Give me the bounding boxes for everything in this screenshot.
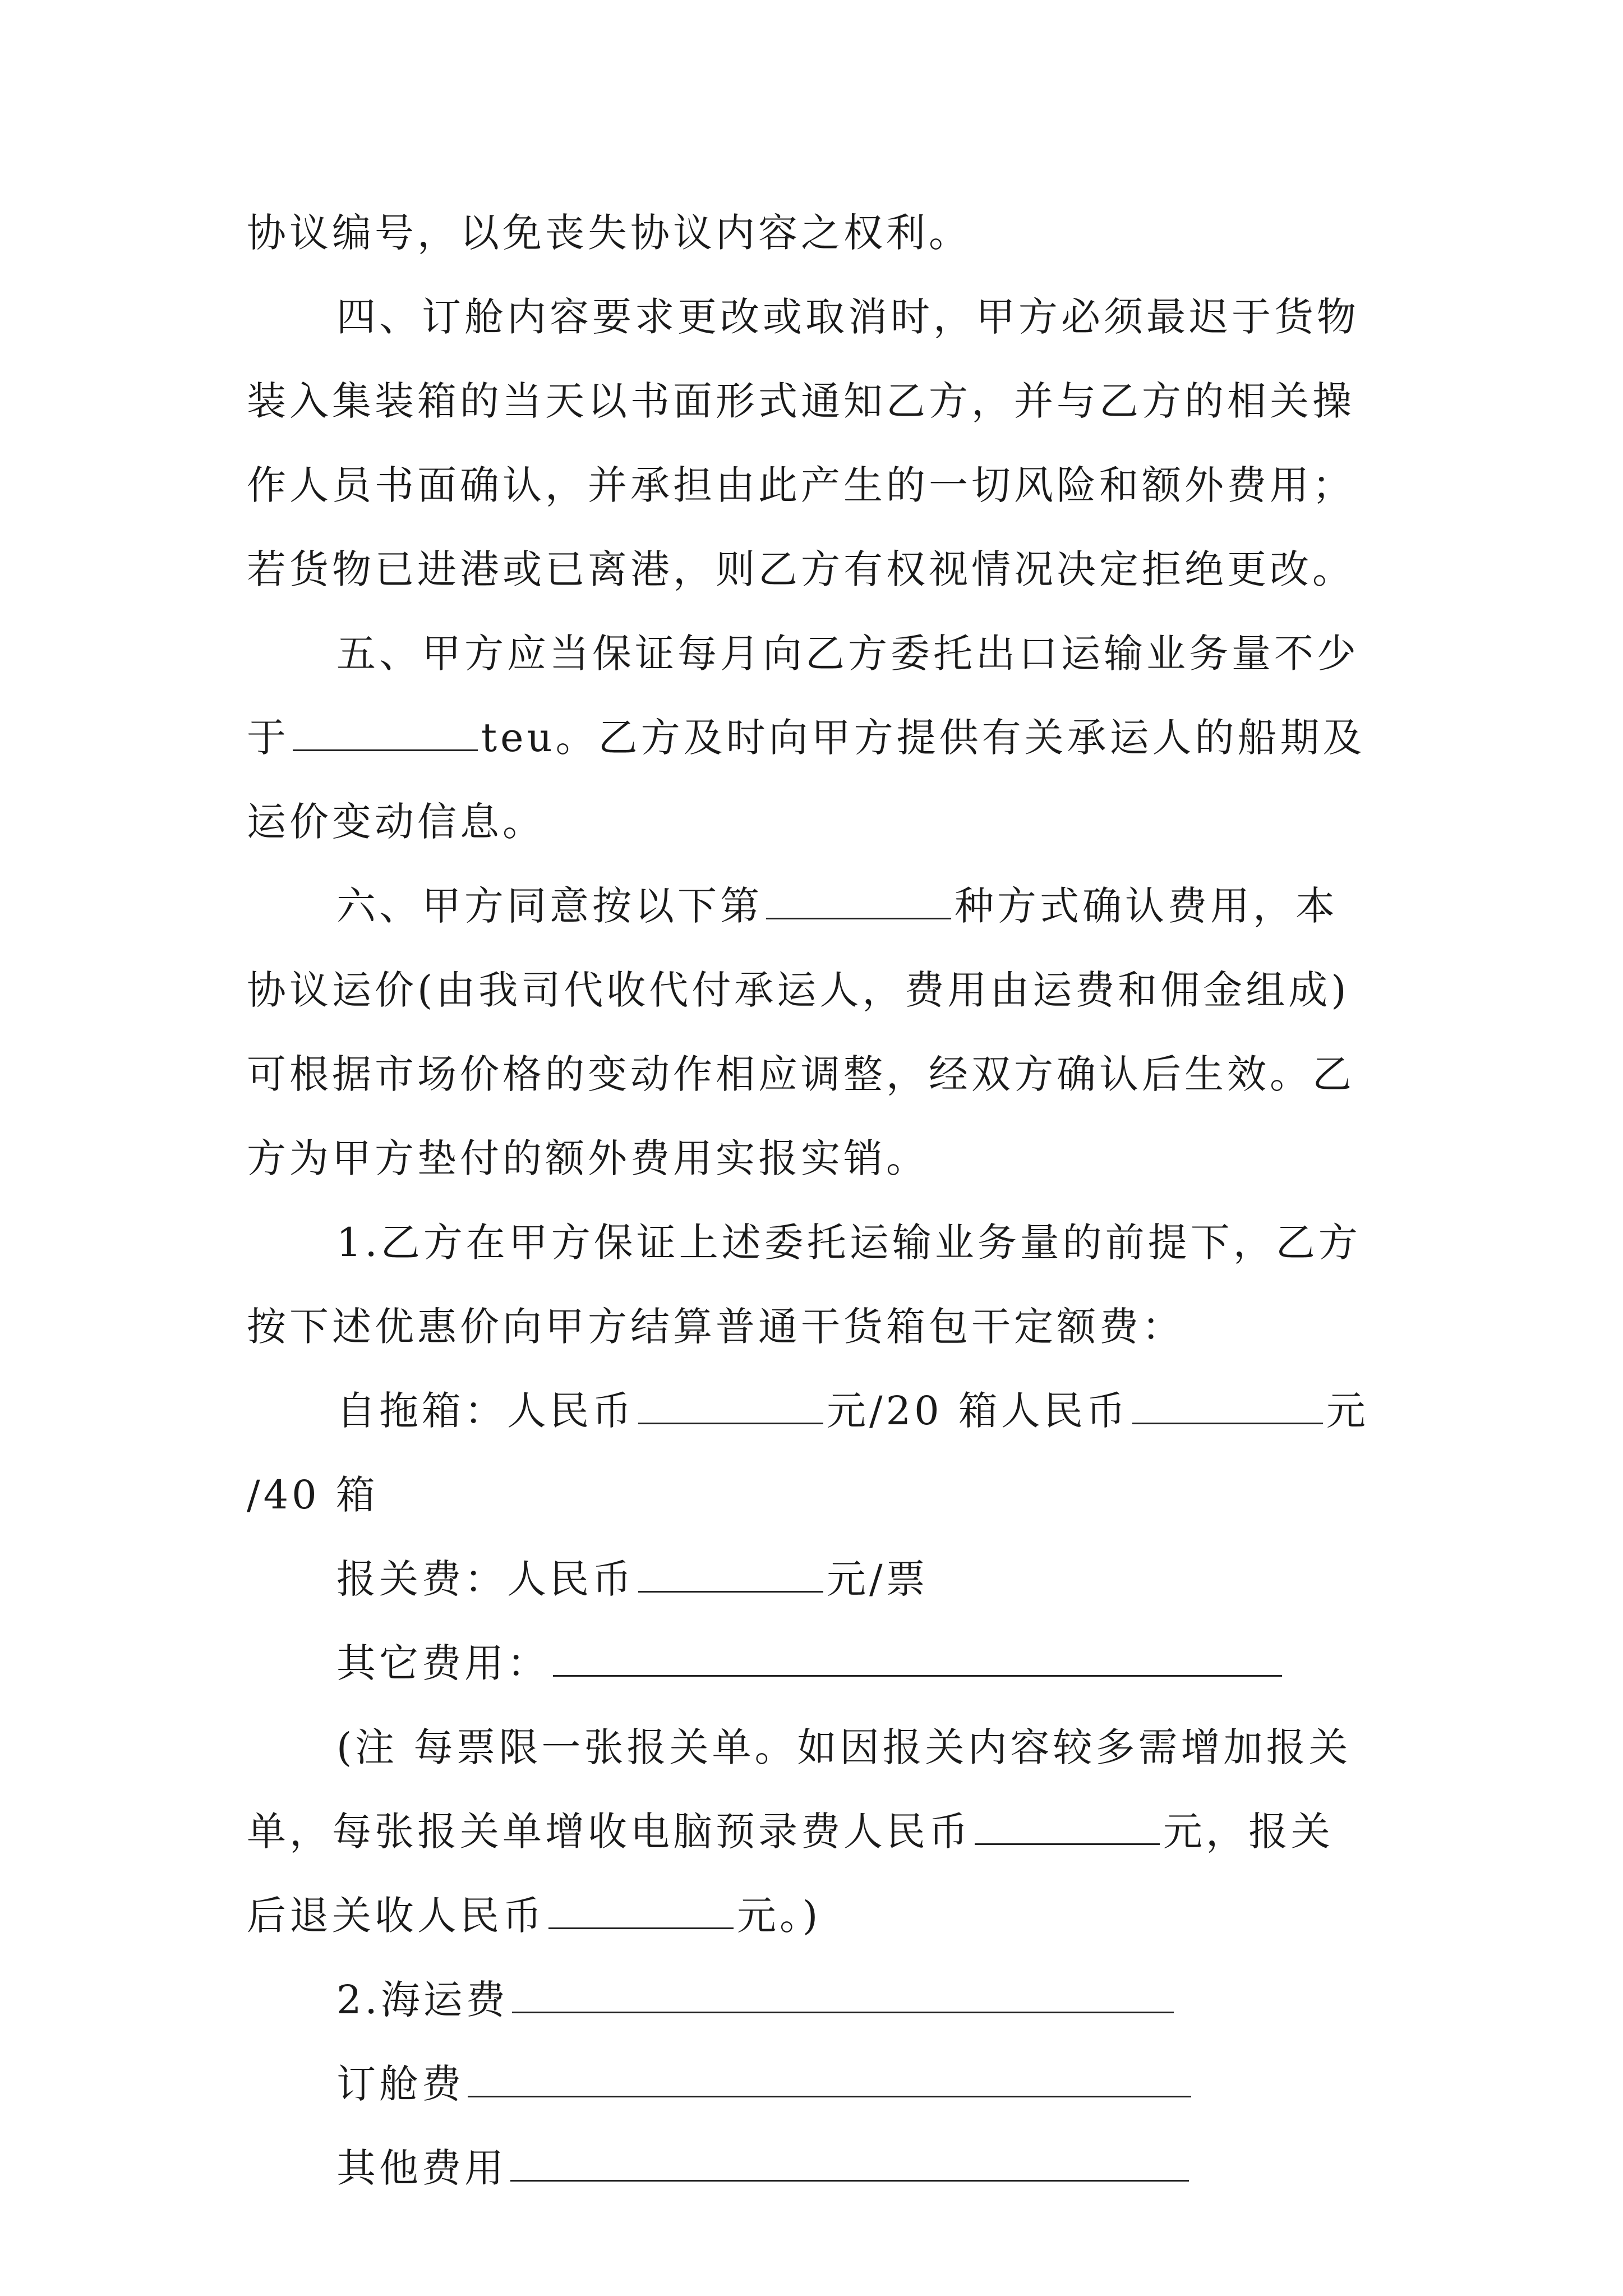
text-line (247, 1888, 821, 1944)
text-line: 协议编号，以免丧失协议内容之权利。 (247, 210, 971, 256)
text-line (336, 2056, 1195, 2112)
text-line (336, 1635, 1285, 1691)
text-segment: 单，每张报关单增收电脑预录费人民币 (247, 1809, 971, 1855)
fill-in-blank[interactable] (638, 1388, 823, 1424)
text-line: 方为甲方垫付的额外费用实报实销。 (247, 1135, 929, 1181)
text-line (336, 2140, 1192, 2196)
text-segment: 其他费用 (336, 2145, 507, 2191)
text-segment: 报关费：人民币 (336, 1556, 635, 1602)
fill-in-blank[interactable] (975, 1809, 1160, 1845)
text-segment: 元/票 (827, 1556, 929, 1602)
text-segment: 元/20 箱人民币 (827, 1388, 1129, 1434)
text-line: 可根据市场价格的变动作相应调整，经双方确认后生效。乙 (247, 1051, 1355, 1097)
text-segment: 其它费用： (336, 1640, 550, 1686)
text-segment: 元。) (737, 1893, 822, 1939)
text-segment: 2.海运费 (336, 1977, 509, 2023)
text-line (336, 1383, 1369, 1439)
text-segment: teu。乙方及时向甲方提供有关承运人的船期及 (481, 715, 1366, 761)
fill-in-blank[interactable] (553, 1640, 1282, 1677)
text-line: 五、甲方应当保证每月向乙方委托出口运输业务量不少 (336, 631, 1359, 677)
text-segment: 订舱费 (336, 2061, 464, 2107)
fill-in-blank[interactable] (510, 2145, 1189, 2182)
fill-in-blank[interactable] (293, 715, 478, 751)
fill-in-blank[interactable] (548, 1893, 734, 1929)
text-line (336, 878, 1338, 934)
text-line: /40 箱 (247, 1472, 379, 1518)
text-line: 按下述优惠价向甲方结算普通干货箱包干定额费： (247, 1304, 1184, 1350)
fill-in-blank[interactable] (512, 1977, 1174, 2013)
text-segment: 种方式确认费用，本 (955, 883, 1338, 929)
text-segment: 自拖箱：人民币 (336, 1388, 635, 1434)
text-segment: 后退关收人民币 (247, 1893, 545, 1939)
text-line: (注 每票限一张报关单。如因报关内容较多需增加报关 (336, 1724, 1352, 1770)
text-segment: 元，报关 (1163, 1809, 1334, 1855)
text-line: 装入集装箱的当天以书面形式通知乙方，并与乙方的相关操 (247, 378, 1355, 424)
fill-in-blank[interactable] (766, 883, 951, 919)
text-line (247, 1803, 1334, 1860)
text-segment: 六、甲方同意按以下第 (336, 883, 763, 929)
text-line (247, 710, 1366, 766)
text-segment: 于 (247, 715, 289, 761)
text-line: 作人员书面确认，并承担由此产生的一切风险和额外费用； (247, 462, 1355, 508)
text-line (336, 1972, 1177, 2028)
text-line (336, 1551, 929, 1607)
fill-in-blank[interactable] (468, 2061, 1191, 2097)
text-line: 四、订舱内容要求更改或取消时，甲方必须最迟于货物 (336, 294, 1359, 340)
text-line: 若货物已进港或已离港，则乙方有权视情况决定拒绝更改。 (247, 546, 1355, 592)
text-segment: 元 (1326, 1388, 1369, 1434)
fill-in-blank[interactable] (638, 1556, 823, 1593)
text-line: 协议运价(由我司代收代付承运人，费用由运费和佣金组成) (247, 967, 1350, 1013)
text-line: 运价变动信息。 (247, 799, 545, 845)
fill-in-blank[interactable] (1132, 1388, 1323, 1424)
text-line: 1.乙方在甲方保证上述委托运输业务量的前提下，乙方 (336, 1220, 1361, 1266)
